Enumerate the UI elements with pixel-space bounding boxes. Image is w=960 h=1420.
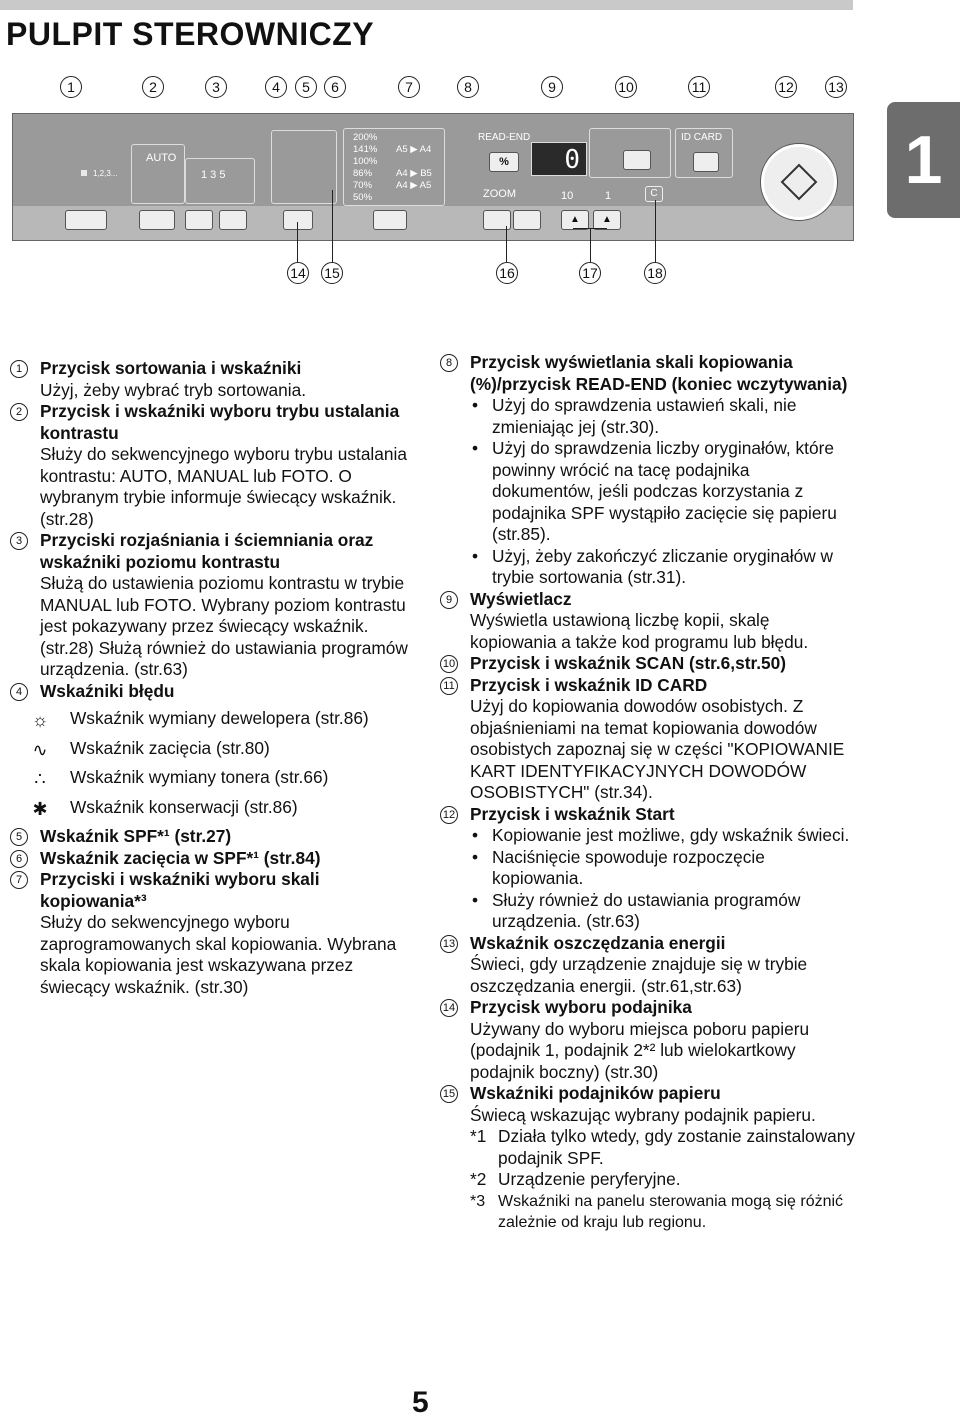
maintenance-icon: ✱: [32, 798, 48, 819]
zoom-up-button[interactable]: [513, 210, 541, 230]
item-bullet: • Kopiowanie jest możliwe, gdy wskaźnik świeci.: [470, 825, 855, 847]
item-body: Wyświetla ustawioną liczbę kopii, skalę kopiowania a także kod programu lub błędu.: [470, 610, 809, 652]
desc-item-10: [440, 653, 855, 675]
item-number: 10: [440, 655, 458, 673]
item-body: Użyj, żeby wybrać tryb sortowania.: [40, 379, 307, 400]
chapter-tab: 1: [887, 102, 960, 218]
callout-8: 8: [457, 76, 479, 98]
desc-item-13: [440, 933, 855, 998]
item-title: Wskaźniki błędu: [40, 680, 175, 701]
callout-15: 15: [321, 262, 343, 284]
callout-4: 4: [265, 76, 287, 98]
footnote-key: *2: [470, 1169, 487, 1189]
item-number: 14: [440, 999, 458, 1017]
item-number: 7: [10, 871, 28, 889]
error-indicators-box: [271, 130, 337, 204]
copies-one: 1: [605, 190, 612, 202]
size-a5-a4: A5 ▶ A4: [396, 144, 432, 155]
id-card-label: ID CARD: [681, 132, 723, 143]
ratio-100: 100%: [353, 156, 378, 167]
item-body: Służy do sekwencyjnego wyboru zaprogramowanych skal kopiowania. Wybrana skala kopiowania jest wskazywana przez świecący wskaźnik. (str.30): [40, 912, 397, 997]
tray-select-button[interactable]: [283, 210, 313, 230]
callout-2: 2: [142, 76, 164, 98]
item-number: 12: [440, 806, 458, 824]
ratio-86: 86%: [353, 168, 373, 179]
callout-14: 14: [287, 262, 309, 284]
leader-17: [590, 228, 591, 262]
item-bullet: • Naciśnięcie spowoduje rozpoczęcie kopiowania.: [470, 847, 855, 890]
page-title: PULPIT STEROWNICZY: [6, 16, 375, 52]
desc-item-8: [440, 352, 855, 589]
item-body: Używany do wyboru miejsca poboru papieru (podajnik 1, podajnik 2*² lub wielokartkowy podajnik boczny) (str.30): [470, 1018, 810, 1082]
percent-button[interactable]: [489, 152, 519, 172]
left-column: [10, 358, 420, 998]
callout-7: 7: [398, 76, 420, 98]
callout-3: 3: [205, 76, 227, 98]
start-icon: [781, 164, 818, 201]
callout-11: 11: [688, 76, 710, 98]
leader-15: [332, 190, 333, 262]
footnote-text: Urządzenie peryferyjne.: [498, 1169, 681, 1189]
item-title: Przycisk wyświetlania skali kopiowania (%)/przycisk READ-END (koniec wczytywania): [470, 352, 848, 394]
item-number: 13: [440, 935, 458, 953]
item-body: Służy do sekwencyjnego wyboru trybu ustalania kontrastu: AUTO, MANUAL lub FOTO. O wybranym trybie informuje świecący wskaźnik. (str.28): [40, 444, 407, 529]
desc-item-3: [10, 530, 420, 681]
error-text: Wskaźnik wymiany tonera (str.66): [70, 767, 329, 787]
contrast-mode-button[interactable]: [139, 210, 175, 230]
footnote-text: Wskaźniki na panelu sterowania mogą się różnić zależnie od kraju lub regionu.: [498, 1192, 844, 1231]
item-title: Wskaźnik SPF*¹ (str.27): [40, 826, 232, 846]
callout-1: 1: [60, 76, 82, 98]
error-developer: [10, 708, 420, 730]
desc-item-2: [10, 401, 420, 530]
ratio-141: 141%: [353, 144, 378, 155]
right-column: [440, 352, 855, 1234]
leader-18: [655, 200, 656, 262]
ratio-200: 200%: [353, 132, 378, 143]
callout-17: 17: [579, 262, 601, 284]
size-a4-a5: A4 ▶ A5: [396, 180, 432, 191]
item-title: Przyciski rozjaśniania i ściemniania oraz wskaźniki poziomu kontrastu: [40, 530, 374, 572]
callout-10: 10: [615, 76, 637, 98]
lighter-button[interactable]: [185, 210, 213, 230]
callout-16: 16: [496, 262, 518, 284]
zoom-label: ZOOM: [483, 188, 516, 200]
item-number: 2: [10, 403, 28, 421]
copies-one-button[interactable]: ▲: [593, 210, 621, 230]
item-number: 9: [440, 591, 458, 609]
desc-item-6: [10, 848, 420, 870]
start-button[interactable]: [761, 144, 837, 220]
item-title: Przyciski i wskaźniki wyboru skali kopiowania*³: [40, 869, 320, 911]
page-number: 5: [412, 1386, 429, 1419]
footnote-3: [470, 1191, 855, 1234]
item-title: Przycisk sortowania i wskaźniki: [40, 358, 302, 378]
ratio-select-button[interactable]: [373, 210, 407, 230]
item-bullet: • Użyj, żeby zakończyć zliczanie oryginałów w trybie sortowania (str.31).: [470, 546, 855, 589]
sort-label: 1,2,3...: [93, 169, 118, 178]
sort-indicator: [81, 170, 87, 176]
callout-9: 9: [541, 76, 563, 98]
desc-item-9: [440, 589, 855, 654]
error-toner: [10, 767, 420, 789]
item-title: Przycisk i wskaźnik SCAN (str.6,str.50): [470, 653, 787, 673]
sort-button[interactable]: [65, 210, 107, 230]
copies-ten-button[interactable]: ▲: [561, 210, 589, 230]
callout-13: 13: [825, 76, 847, 98]
footnote-key: *1: [470, 1126, 487, 1146]
desc-item-12: [440, 804, 855, 933]
item-bullet: • Użyj do sprawdzenia liczby oryginałów, które powinny wrócić na tacę podajnika dokumentów, jeśli podczas korzystania z podajnika SPF wystąpiło zacięcie się papieru (str.85).: [470, 438, 855, 546]
percent-label: %: [499, 156, 509, 168]
desc-item-5: [10, 826, 420, 848]
item-title: Wskaźniki podajników papieru: [470, 1083, 721, 1103]
item-title: Przycisk i wskaźnik Start: [470, 803, 675, 824]
desc-item-11: [440, 675, 855, 804]
item-title: Wskaźnik zacięcia w SPF*¹ (str.84): [40, 847, 321, 868]
developer-icon: ☼: [31, 710, 49, 730]
top-rule: [0, 0, 853, 10]
footnote-1: [470, 1126, 855, 1169]
display: 0: [531, 142, 587, 176]
ratio-50: 50%: [353, 192, 373, 203]
item-bullet: • Użyj do sprawdzenia ustawień skali, nie zmieniając jej (str.30).: [470, 395, 855, 438]
item-title: Wyświetlacz: [470, 588, 572, 609]
error-text: Wskaźnik konserwacji (str.86): [70, 796, 298, 817]
read-end-label: READ-END: [478, 132, 531, 143]
item-number: 1: [10, 360, 28, 378]
item-number: 5: [10, 828, 28, 846]
id-card-button[interactable]: [693, 152, 719, 172]
item-title: Przycisk i wskaźnik ID CARD: [470, 674, 708, 695]
item-body: Służą do ustawienia poziomu kontrastu w trybie MANUAL lub FOTO. Wybrany poziom kontrastu jest pokazywany przez świecący wskaźnik. (str.28) Służą również do ustawiania programów urządzenia. (str.63): [40, 573, 408, 679]
callout-18: 18: [644, 262, 666, 284]
item-number: 6: [10, 850, 28, 868]
item-title: Przycisk i wskaźniki wyboru trybu ustalania kontrastu: [40, 401, 400, 443]
item-number: 3: [10, 532, 28, 550]
callout-12: 12: [775, 76, 797, 98]
size-a4-b5: A4 ▶ B5: [396, 168, 432, 179]
item-body: Świecą wskazując wybrany podajnik papieru.: [470, 1104, 816, 1125]
contrast-numbers: 1 3 5: [201, 169, 226, 181]
clear-button[interactable]: C: [645, 186, 663, 202]
ratio-70: 70%: [353, 180, 373, 191]
darker-button[interactable]: [219, 210, 247, 230]
error-text: Wskaźnik wymiany dewelopera (str.86): [70, 708, 369, 728]
item-number: 4: [10, 683, 28, 701]
footnote-2: [470, 1169, 855, 1191]
item-number: 15: [440, 1085, 458, 1103]
error-maintenance: [10, 797, 420, 819]
callout-6: 6: [324, 76, 346, 98]
error-text: Wskaźnik zacięcia (str.80): [70, 737, 270, 758]
callout-5: 5: [295, 76, 317, 98]
item-number: 11: [440, 677, 458, 695]
desc-item-14: [440, 997, 855, 1083]
auto-label: AUTO: [146, 152, 177, 164]
desc-item-4: [10, 681, 420, 703]
desc-item-15: [440, 1083, 855, 1234]
copies-ten: 10: [561, 190, 574, 202]
leader-14: [297, 222, 298, 262]
desc-item-1: [10, 358, 420, 401]
leader-16: [506, 226, 507, 262]
toner-icon: ∴: [34, 769, 46, 789]
desc-item-7: [10, 869, 420, 998]
jam-icon: ∿: [32, 739, 48, 760]
item-number: 8: [440, 354, 458, 372]
scan-button[interactable]: [623, 150, 651, 170]
control-panel-illustration: [12, 113, 854, 241]
footnote-key: *3: [470, 1192, 486, 1210]
item-body: Użyj do kopiowania dowodów osobistych. Z objaśnieniami na temat kopiowania dowodów osobistych zapoznaj się w części "KOPIOWANIE KART IDENTYFIKACYJNYCH DOWODÓW OSOBISTYCH" (str.34).: [470, 696, 845, 802]
item-title: Przycisk wyboru podajnika: [470, 997, 692, 1017]
item-bullet: • Służy również do ustawiania programów urządzenia. (str.63): [470, 890, 855, 933]
item-title: Wskaźnik oszczędzania energii: [470, 932, 726, 953]
footnote-text: Działa tylko wtedy, gdy zostanie zainstalowany podajnik SPF.: [498, 1126, 855, 1168]
item-body: Świeci, gdy urządzenie znajduje się w trybie oszczędzania energii. (str.61,str.63): [470, 954, 808, 996]
contrast-level-box: [185, 158, 255, 204]
error-jam: [10, 738, 420, 760]
